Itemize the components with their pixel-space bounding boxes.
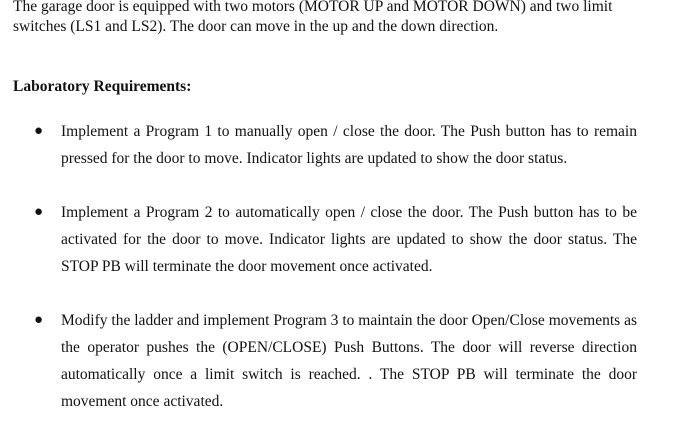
intro-paragraph: The garage door is equipped with two motors (MOTOR UP and MOTOR DOWN) and two limit switches (LS1 and LS2). The door can move in the up and the down direction. (13, 0, 613, 35)
list-item-text: Implement a Program 1 to manually open / close the door. The Push button has to remain pressed for the door to move. Indicator lights are updated to show the door status. (61, 123, 637, 167)
bullet-icon: ● (34, 204, 44, 220)
section-heading: Laboratory Requirements: (13, 78, 192, 95)
bullet-icon: ● (34, 312, 44, 328)
bullet-icon: ● (34, 123, 44, 139)
list-item-text: Implement a Program 2 to automatically open / close the door. The Push button has to be activated for the door to move. Indicator lights are updated to show the door status. The STOP PB will terminate the door movement once activated. (61, 204, 637, 275)
list-item-text: Modify the ladder and implement Program 3 to maintain the door Open/Close movements as the operator pushes the (OPEN/CLOSE) Push Buttons. The door will reverse direction automatically once a limit switch is reached. . The STOP PB will terminate the door movement once activated. (61, 312, 637, 410)
